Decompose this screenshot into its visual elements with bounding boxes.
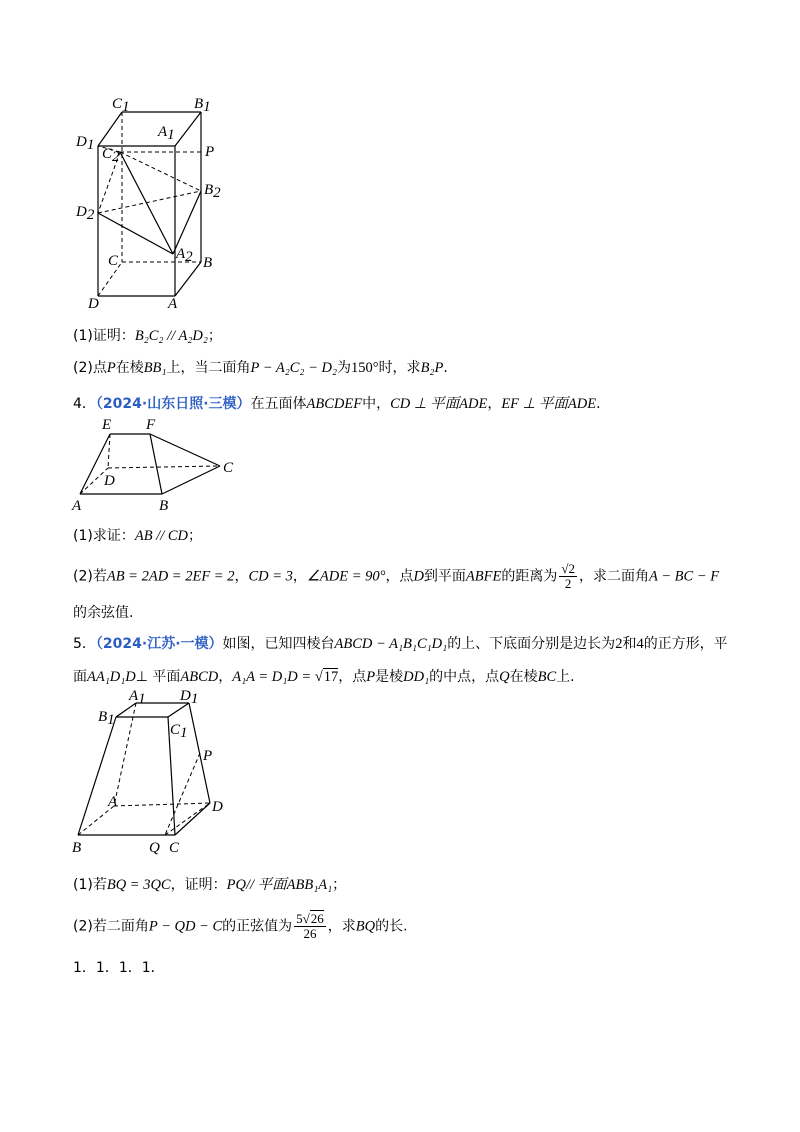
label-B1: B1 (98, 709, 115, 728)
q4-source: （2024·山东日照·三模） (95, 396, 251, 412)
label-A2: A2 (176, 246, 193, 265)
figure-pentahedron (70, 412, 250, 512)
label-A1: A1 (129, 688, 146, 707)
q5-source: （2024·江苏·一模） (95, 636, 223, 652)
q5-part1: (1)若BQ = 3QC，证明：PQ// 平面ABB₁A₁； (73, 877, 347, 893)
label-C: C (108, 253, 119, 269)
label-D1: D1 (180, 688, 199, 707)
q4-stem: 4．（2024·山东日照·三模）在五面体ABCDEF中，CD ⊥ 平面ADE，EF ⊥ 平面ADE. (73, 396, 601, 412)
label-C: C (169, 840, 180, 856)
label-P: P (205, 144, 215, 160)
q4-part2: (2)若AB = 2AD = 2EF = 2，CD = 3，∠ADE = 90°，点D到平面ABFE的距离为 $\frac{√2}{2}$ ，求二面角A − BC − F (73, 561, 720, 591)
q3-part2: (2)点P在棱BB₁上，当二面角P − A₂C₂ − D₂为150°时，求B₂P. (73, 360, 448, 376)
q4-part2-cont: 的余弦值. (73, 605, 134, 621)
label-D1: D1 (76, 134, 95, 153)
label-Q: Q (149, 840, 160, 856)
label-B: B (203, 255, 213, 271)
q4-part1: (1)求证：AB // CD； (73, 528, 203, 544)
label-C1: C1 (112, 96, 130, 115)
label-P: P (203, 748, 213, 764)
q3-part1: (1)证明：B₂C₂ // A₂D₂； (73, 328, 222, 344)
footer-numbering: 1．1．1．1． (73, 960, 165, 976)
label-A: A (72, 498, 82, 514)
label-D: D (88, 296, 99, 312)
q5-part2: (2)若二面角P − QD − C的正弦值为 $\frac{5√26}{26}$ ，求BQ的长. (73, 911, 408, 941)
q5-stem-line2: 面AA₁D₁D⊥ 平面ABCD，A₁A = D₁D = √17，点P是棱DD₁的中点，点Q在棱BC上. (73, 669, 575, 685)
label-B1: B1 (194, 96, 211, 115)
label-D2: D2 (76, 204, 95, 223)
figure-rectangular-prism (70, 90, 230, 315)
fraction-sqrt2-over-2: $\frac{√2}{2}$ (561, 561, 575, 591)
label-D: D (104, 473, 115, 489)
label-C: C (223, 460, 234, 476)
label-D: D (212, 799, 223, 815)
label-A: A (108, 794, 118, 810)
q5-stem-line1: 5．（2024·江苏·一模）如图，已知四棱台ABCD − A₁B₁C₁D₁的上、下底面分别是边长为2和4的正方形，平 (73, 636, 728, 652)
figure-frustum (70, 690, 240, 860)
fraction-5sqrt26-over-26: $\frac{5√26}{26}$ (296, 911, 324, 941)
label-B2: B2 (204, 182, 221, 201)
label-A1: A1 (158, 124, 175, 143)
label-C2: C2 (102, 146, 120, 165)
label-A: A (168, 296, 178, 312)
label-C1: C1 (170, 722, 188, 741)
label-B: B (72, 840, 82, 856)
label-F: F (146, 417, 156, 433)
label-E: E (102, 417, 112, 433)
label-B: B (159, 498, 169, 514)
